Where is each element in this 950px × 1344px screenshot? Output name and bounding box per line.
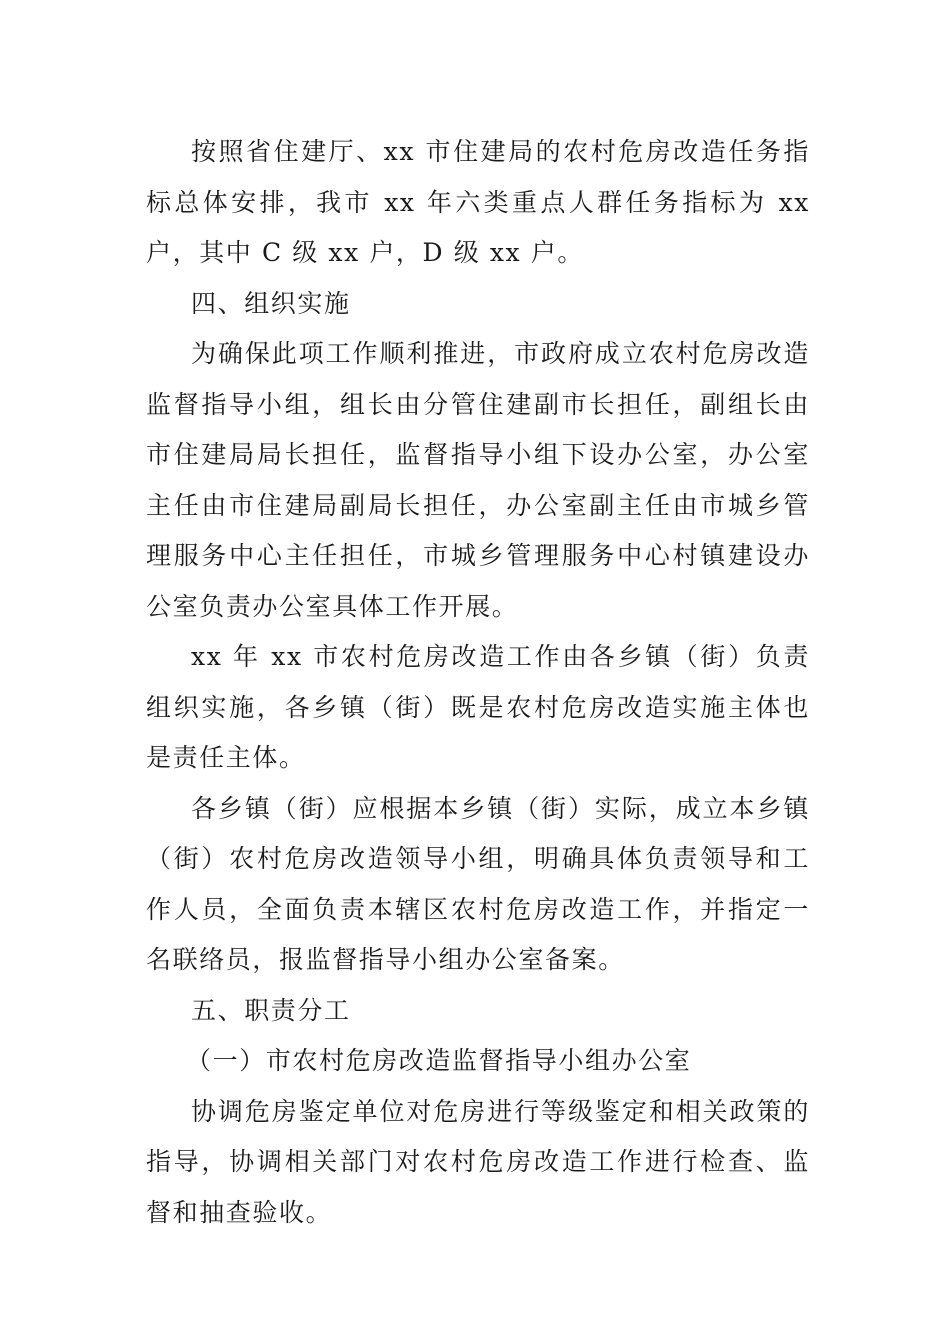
document-body <box>146 127 810 1238</box>
section-heading-duties: 五、职责分工 <box>191 995 351 1025</box>
paragraph-township-responsibility: xx 年 xx 市农村危房改造工作由各乡镇（街）负责组织实施，各乡镇（街）既是农村危房改造实施主体也是责任主体。 <box>146 642 810 772</box>
paragraph-office-duties: 协调危房鉴定单位对危房进行等级鉴定和相关政策的指导，协调相关部门对农村危房改造工作进行检查、监督和抽查验收。 <box>146 1096 810 1227</box>
subsection-heading-office: （一）市农村危房改造监督指导小组办公室 <box>186 1046 692 1075</box>
section-heading-organization: 四、组织实施 <box>191 288 351 318</box>
paragraph-township-leading-group: 各乡镇（街）应根据本乡镇（街）实际，成立本乡镇（街）农村危房改造领导小组，明确具体负责领导和工作人员，全面负责本辖区农村危房改造工作，并指定一名联络员，报监督指导小组办公室备案。 <box>146 793 810 974</box>
paragraph-supervision-group: 为确保此项工作顺利推进，市政府成立农村危房改造监督指导小组，组长由分管住建副市长担任，副组长由市住建局局长担任，监督指导小组下设办公室，办公室主任由市住建局副局长担任，办公室副主任由市城乡管理服务中心主任担任，市城乡管理服务中心村镇建设办公室负责办公室具体工作开展。 <box>146 339 810 621</box>
paragraph-task-indicators: 按照省住建厅、xx 市住建局的农村危房改造任务指标总体安排，我市 xx 年六类重点人群任务指标为 xx 户，其中 C 级 xx 户，D 级 xx 户。 <box>146 137 810 267</box>
